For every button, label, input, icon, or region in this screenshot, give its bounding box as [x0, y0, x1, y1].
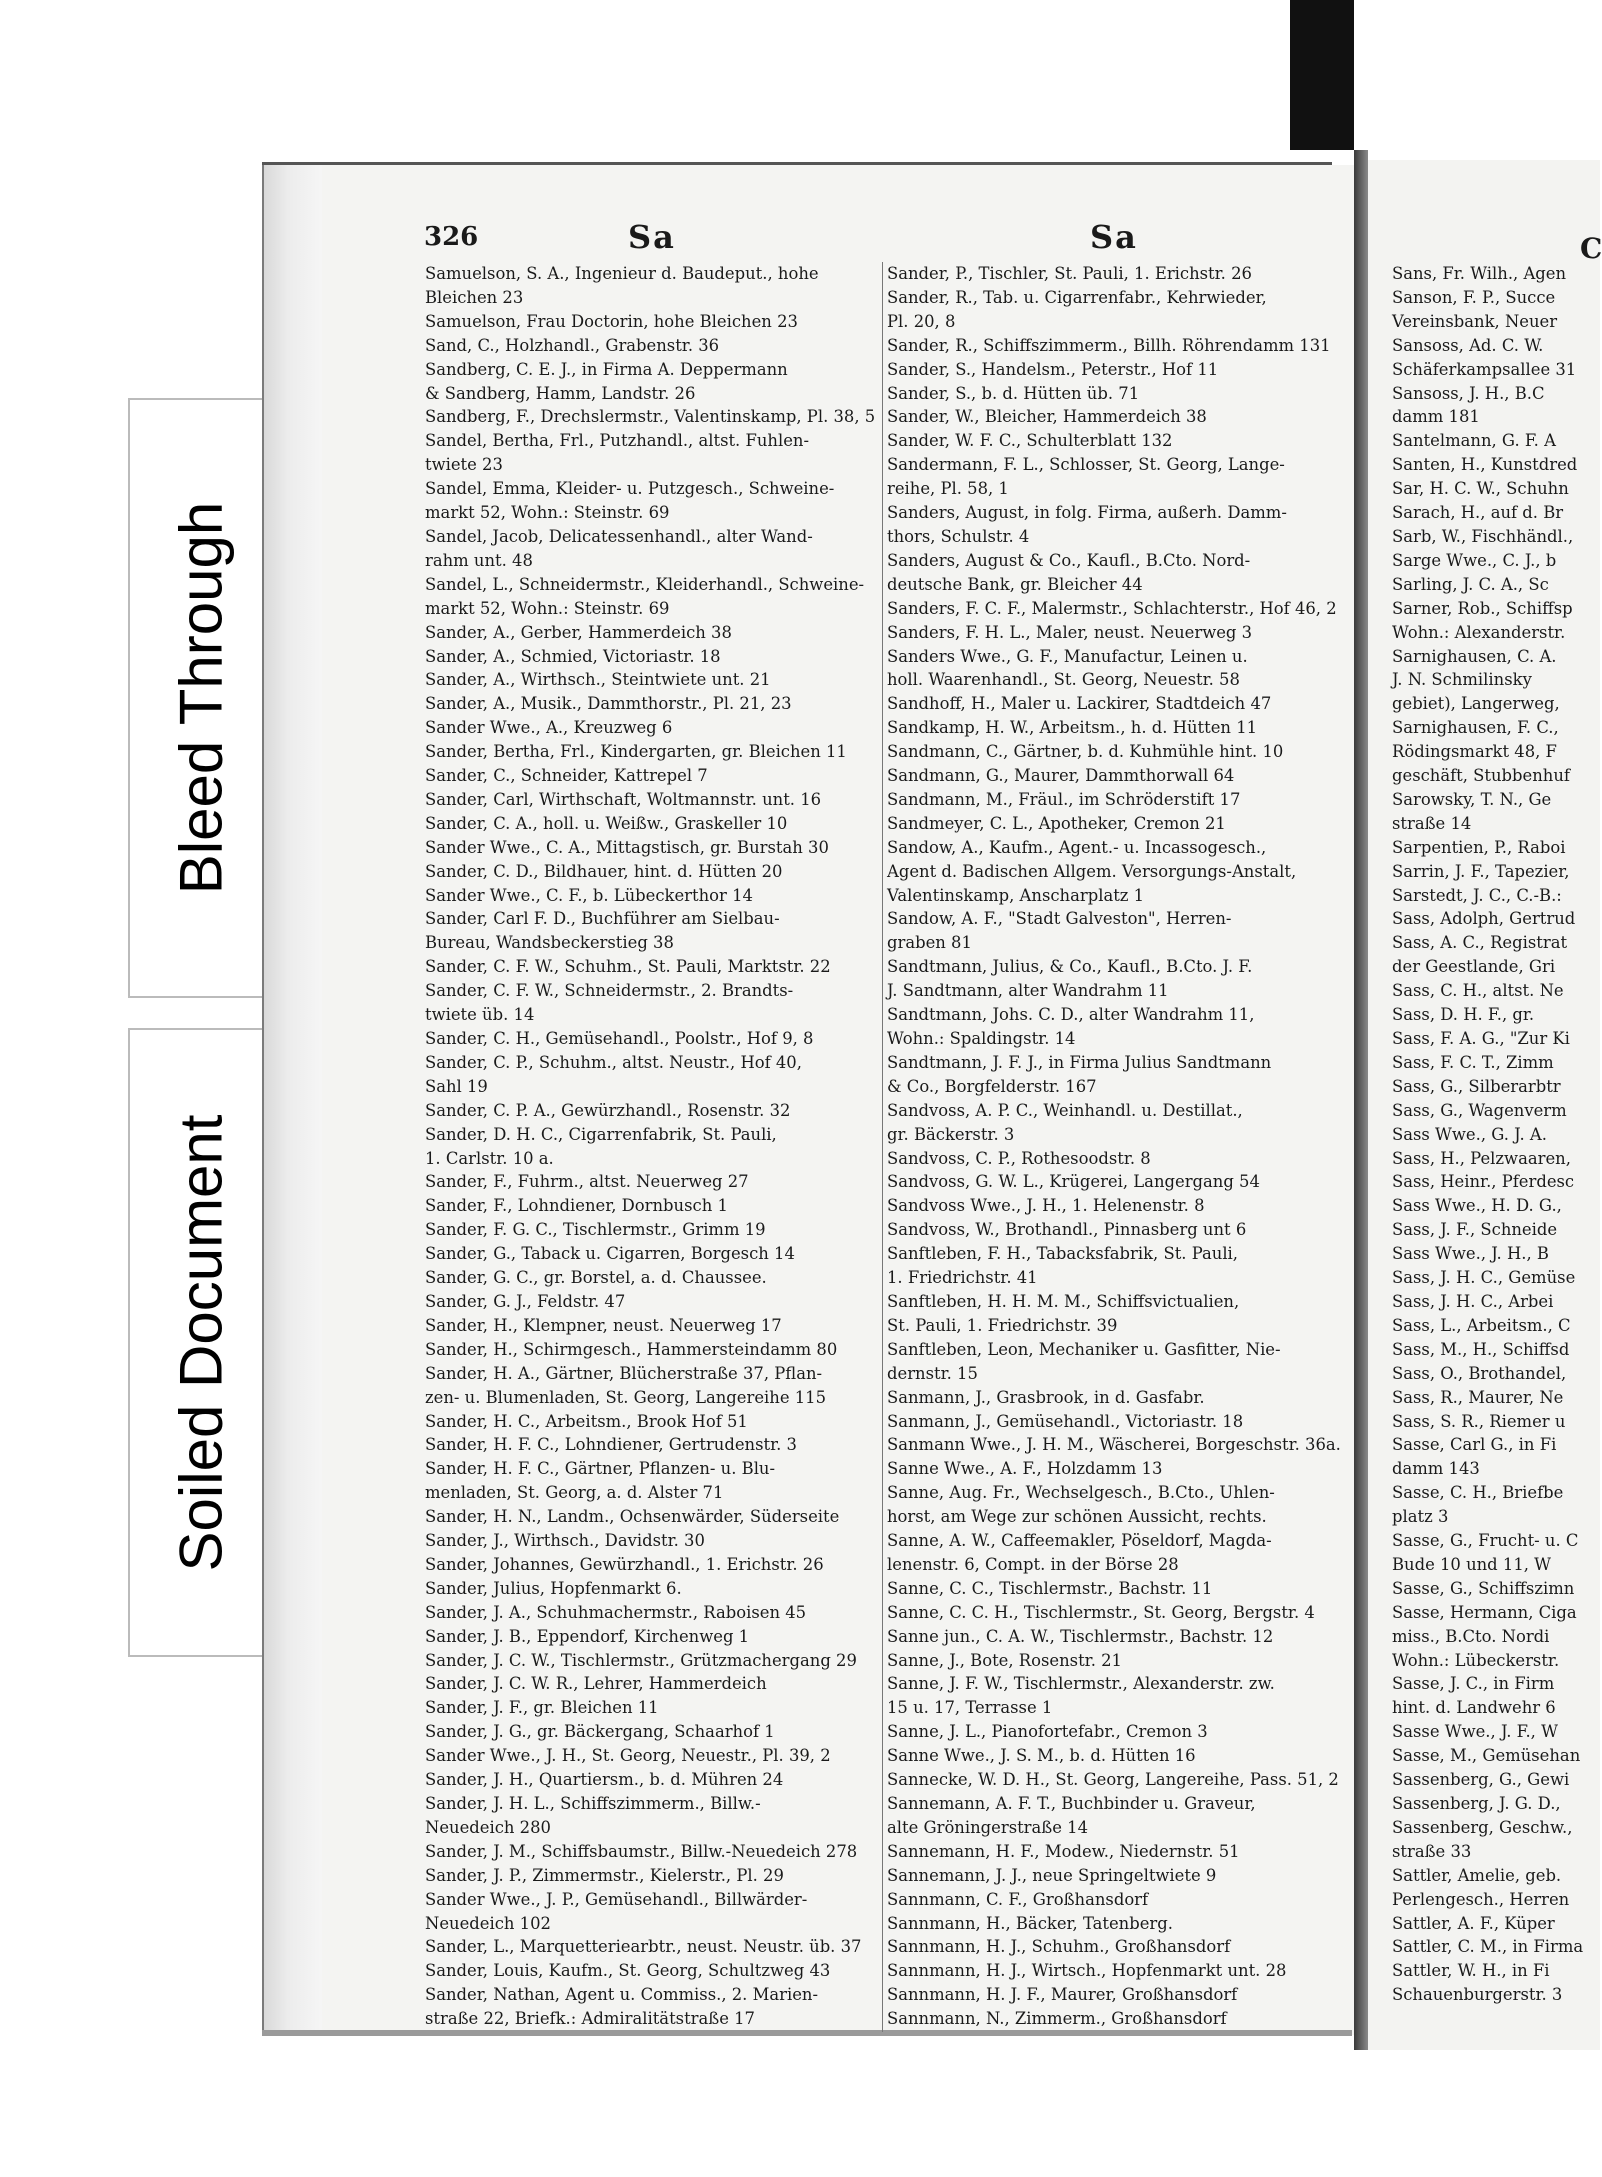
directory-entry: Sass, O., Brothandel, — [1392, 1363, 1567, 1383]
directory-entry: Sandvoss, W., Brothandl., Pinnasberg unt 6 — [887, 1220, 1247, 1240]
directory-entry: Vereinsbank, Neuer — [1392, 311, 1558, 331]
directory-entry: Sander, J. F., gr. Bleichen 11 — [425, 1698, 659, 1718]
directory-entry: Sanftleben, Leon, Mechaniker u. Gasfitter, Nie- — [887, 1339, 1281, 1359]
directory-entry: Sanders, F. C. F., Malermstr., Schlachterstr., Hof 46, 2 — [887, 598, 1337, 618]
directory-entry: Sass, C. H., altst. Ne — [1392, 981, 1564, 1001]
directory-entry: Sander, F., Fuhrm., altst. Neuerweg 27 — [425, 1172, 749, 1192]
directory-entry: straße 33 — [1392, 1841, 1472, 1861]
directory-entry: Sander, Nathan, Agent u. Commiss., 2. Marien- — [425, 1985, 819, 2005]
directory-entry: Sandmann, M., Fräul., im Schröderstift 17 — [887, 789, 1241, 809]
directory-entry: graben 81 — [887, 933, 972, 953]
directory-entry: Sass, M., H., Schiffsd — [1392, 1339, 1570, 1359]
directory-entry: twiete üb. 14 — [425, 1005, 535, 1025]
directory-entry: Sanders, August, in folg. Firma, außerh. Damm- — [887, 503, 1287, 523]
bleed-through-label — [128, 398, 274, 998]
directory-entry: Sannmann, H. J., Schuhm., Großhansdorf — [887, 1937, 1231, 1957]
directory-entry: Sanne, J. F. W., Tischlermstr., Alexanderstr. zw. — [887, 1674, 1275, 1694]
directory-entry: Sans, Fr. Wilh., Agen — [1392, 264, 1567, 283]
directory-entry: 15 u. 17, Terrasse 1 — [887, 1698, 1053, 1718]
directory-entry: Sanmann, J., Gemüsehandl., Victoriastr. 18 — [887, 1411, 1244, 1431]
next-page-header: C — [1580, 232, 1602, 265]
directory-entry: Sattler, W. H., in Fi — [1392, 1961, 1550, 1981]
soiled-document-label — [128, 1028, 274, 1657]
directory-entry: Sannmann, H. J. F., Maurer, Großhansdorf — [887, 1985, 1238, 2005]
directory-entry: Sanne, Aug. Fr., Wechselgesch., B.Cto., Uhlen- — [887, 1483, 1275, 1503]
directory-entry: geschäft, Stubbenhuf — [1392, 766, 1570, 786]
directory-entry: 1. Carlstr. 10 a. — [425, 1148, 554, 1168]
directory-entry: Sanne, C. C. H., Tischlermstr., St. Georg, Bergstr. 4 — [887, 1602, 1315, 1622]
directory-entry: Sander, J. C. W., Tischlermstr., Grützmachergang 29 — [425, 1650, 857, 1670]
directory-entry: Sander Wwe., C. F., b. Lübeckerthor 14 — [425, 885, 753, 905]
directory-entry: Santelmann, G. F. A — [1392, 431, 1556, 451]
directory-entry: Sander, C., Schneider, Kattrepel 7 — [425, 766, 708, 786]
directory-entry: J. Sandtmann, alter Wandrahm 11 — [887, 981, 1169, 1001]
book-spine-edge — [262, 162, 324, 2034]
directory-entry: J. N. Schmilinsky — [1392, 670, 1532, 690]
directory-entry: Neuedeich 102 — [425, 1913, 551, 1933]
directory-entry: Sannemann, J. J., neue Springeltwiete 9 — [887, 1865, 1217, 1885]
directory-entry: zen- u. Blumenladen, St. Georg, Langereihe 115 — [425, 1387, 827, 1407]
directory-entry: Sass, L., Arbeitsm., C — [1392, 1315, 1571, 1335]
directory-entry: Sander, H. A., Gärtner, Blücherstraße 37, Pflan- — [425, 1363, 823, 1383]
directory-entry: Sarnighausen, C. A. — [1392, 646, 1557, 666]
directory-entry: Sass, G., Silberarbtr — [1392, 1076, 1561, 1096]
directory-entry: Sarstedt, J. C., C.-B.: — [1392, 885, 1562, 905]
directory-entry: deutsche Bank, gr. Bleicher 44 — [887, 574, 1143, 594]
directory-entry: Bleichen 23 — [425, 287, 524, 307]
directory-entry: Sanne Wwe., J. S. M., b. d. Hütten 16 — [887, 1746, 1196, 1766]
directory-entry: Sandel, L., Schneidermstr., Kleiderhandl., Schweine- — [425, 574, 865, 594]
page-number: 326 — [424, 222, 479, 252]
directory-entry: Sassenberg, G., Gewi — [1392, 1770, 1570, 1790]
directory-entry: platz 3 — [1392, 1507, 1449, 1527]
directory-entry: Sass, A. C., Registrat — [1392, 933, 1568, 953]
directory-entry: Sass, Adolph, Gertrud — [1392, 909, 1576, 929]
directory-entry: Samuelson, Frau Doctorin, hohe Bleichen 23 — [425, 311, 798, 331]
directory-entry: Sander, P., Tischler, St. Pauli, 1. Erichstr. 26 — [887, 264, 1252, 283]
directory-entry: Wohn.: Spaldingstr. 14 — [887, 1029, 1076, 1048]
directory-entry: gebiet), Langerweg, — [1392, 694, 1560, 714]
directory-entry: rahm unt. 48 — [425, 550, 533, 570]
directory-entry: Sass Wwe., G. J. A. — [1392, 1124, 1547, 1144]
directory-entry: Sandtmann, Julius, & Co., Kaufl., B.Cto. J. F. — [887, 957, 1253, 977]
directory-entry: Sasse, J. C., in Firm — [1392, 1674, 1555, 1694]
directory-entry: Sass, S. R., Riemer u — [1392, 1411, 1566, 1431]
directory-entry: Sandhoff, H., Maler u. Lackirer, Stadtdeich 47 — [887, 694, 1272, 714]
directory-entry: Sanders, F. H. L., Maler, neust. Neuerweg 3 — [887, 622, 1253, 642]
directory-entry: Sandel, Jacob, Delicatessenhandl., alter Wand- — [425, 526, 813, 546]
directory-entry: Sasse, Hermann, Ciga — [1392, 1602, 1577, 1622]
directory-entry: Sander, Bertha, Frl., Kindergarten, gr. Bleichen 11 — [425, 742, 847, 762]
directory-entry: St. Pauli, 1. Friedrichstr. 39 — [887, 1315, 1118, 1335]
directory-entry: Sander, J. C. W. R., Lehrer, Hammerdeich — [425, 1674, 767, 1694]
column-divider — [882, 262, 883, 2032]
directory-entry: damm 143 — [1392, 1459, 1480, 1479]
directory-entry: Sander, A., Gerber, Hammerdeich 38 — [425, 622, 732, 642]
directory-entry: Sander Wwe., J. P., Gemüsehandl., Billwärder- — [425, 1889, 808, 1909]
directory-entry: Sander, C. D., Bildhauer, hint. d. Hütten 20 — [425, 861, 783, 881]
directory-entry: Samuelson, S. A., Ingenieur d. Baudeput., hohe — [425, 264, 819, 283]
directory-entry: Sass, F. A. G., "Zur Ki — [1392, 1029, 1570, 1048]
directory-entry: Sandtmann, Johs. C. D., alter Wandrahm 11, — [887, 1005, 1255, 1025]
directory-entry: Sander, Julius, Hopfenmarkt 6. — [425, 1578, 682, 1598]
directory-entry: miss., B.Cto. Nordi — [1392, 1626, 1550, 1646]
directory-entry: Sanne, C. C., Tischlermstr., Bachstr. 11 — [887, 1578, 1213, 1598]
directory-entry: Sattler, C. M., in Firma — [1392, 1937, 1584, 1957]
directory-entry: alte Gröningerstraße 14 — [887, 1817, 1089, 1837]
directory-entry: Sander, A., Schmied, Victoriastr. 18 — [425, 646, 721, 666]
header-left: Sa — [628, 218, 676, 256]
directory-entry: gr. Bäckerstr. 3 — [887, 1124, 1015, 1144]
directory-entry: Sander, L., Marquetteriearbtr., neust. Neustr. üb. 37 — [425, 1937, 862, 1957]
directory-entry: Sarb, W., Fischhändl., — [1392, 526, 1574, 546]
directory-entry: Sander, S., Handelsm., Peterstr., Hof 11 — [887, 359, 1219, 379]
directory-entry: Schauenburgerstr. 3 — [1392, 1985, 1563, 2005]
directory-entry: Sander, J. A., Schuhmachermstr., Raboisen 45 — [425, 1602, 807, 1622]
directory-entry: Sass Wwe., J. H., B — [1392, 1244, 1549, 1264]
directory-entry: Sarrin, J. F., Tapezier, — [1392, 861, 1570, 881]
directory-entry: Sass, H., Pelzwaaren, — [1392, 1148, 1571, 1168]
directory-entry: straße 14 — [1392, 813, 1472, 833]
directory-entry: Sannecke, W. D. H., St. Georg, Langereihe, Pass. 51, 2 — [887, 1770, 1339, 1790]
directory-entry: Sasse Wwe., J. F., W — [1392, 1722, 1558, 1742]
directory-entry: damm 181 — [1392, 407, 1480, 427]
directory-entry: Sandel, Bertha, Frl., Putzhandl., altst. Fuhlen- — [425, 431, 810, 451]
directory-entry: Sanders, August & Co., Kaufl., B.Cto. Nord- — [887, 550, 1251, 570]
directory-entry: holl. Waarenhandl., St. Georg, Neuestr. 58 — [887, 670, 1240, 690]
directory-entry: Bude 10 und 11, W — [1392, 1554, 1552, 1574]
directory-entry: Sasse, G., Frucht- u. C — [1392, 1531, 1579, 1551]
directory-entry: reihe, Pl. 58, 1 — [887, 479, 1009, 499]
directory-entry: Sanders Wwe., G. F., Manufactur, Leinen u. — [887, 646, 1248, 666]
directory-entry: Sandtmann, J. F. J., in Firma Julius Sandtmann — [887, 1052, 1272, 1072]
directory-entry: thors, Schulstr. 4 — [887, 526, 1030, 546]
directory-entry: Sander, H. F. C., Gärtner, Pflanzen- u. Blu- — [425, 1459, 776, 1479]
directory-entry: Sahl 19 — [425, 1076, 488, 1096]
directory-entry: Sander Wwe., A., Kreuzweg 6 — [425, 718, 673, 738]
directory-entry: Sander, J. H. L., Schiffszimmerm., Billw.- — [425, 1794, 761, 1813]
header-right: Sa — [1090, 218, 1138, 256]
directory-entry: Sander, W., Bleicher, Hammerdeich 38 — [887, 407, 1207, 427]
directory-entry: dernstr. 15 — [887, 1363, 978, 1383]
directory-entry: horst, am Wege zur schönen Aussicht, rechts. — [887, 1507, 1267, 1527]
directory-entry: Sansoss, J. H., B.C — [1392, 383, 1545, 403]
directory-entry: Sannemann, H. F., Modew., Niedernstr. 51 — [887, 1841, 1240, 1861]
directory-entry: Sarpentien, P., Raboi — [1392, 837, 1566, 857]
directory-entry: Sarner, Rob., Schiffsp — [1392, 598, 1573, 618]
directory-entry: Bureau, Wandsbeckerstieg 38 — [425, 933, 674, 953]
directory-entry: Sandmann, C., Gärtner, b. d. Kuhmühle hint. 10 — [887, 742, 1284, 762]
directory-entry: Sander, J., Wirthsch., Davidstr. 30 — [425, 1531, 705, 1551]
directory-entry: Sass, G., Wagenverm — [1392, 1100, 1567, 1120]
directory-entry: Sannmann, H. J., Wirtsch., Hopfenmarkt unt. 28 — [887, 1961, 1287, 1981]
directory-entry: straße 22, Briefk.: Admiralitätstraße 17 — [425, 2009, 755, 2029]
directory-entry: Sarnighausen, F. C., — [1392, 718, 1559, 738]
directory-entry: Sandow, A., Kaufm., Agent.- u. Incassogesch., — [887, 837, 1267, 857]
directory-entry: Neuedeich 280 — [425, 1817, 551, 1837]
directory-entry: Sanftleben, F. H., Tabacksfabrik, St. Pauli, — [887, 1244, 1239, 1264]
directory-entry: Sandvoss, G. W. L., Krügerei, Langergang 54 — [887, 1172, 1260, 1192]
directory-entry: Sander, D. H. C., Cigarrenfabrik, St. Pauli, — [425, 1124, 777, 1144]
directory-entry: Sander, C. H., Gemüsehandl., Poolstr., Hof 9, 8 — [425, 1029, 814, 1048]
soiled-document-label-text: Soiled Document — [167, 1114, 235, 1571]
directory-entry: twiete 23 — [425, 455, 503, 475]
directory-entry: Sass, J. H. C., Gemüse — [1392, 1268, 1576, 1288]
directory-entry: Sannemann, A. F. T., Buchbinder u. Graveur, — [887, 1794, 1256, 1813]
directory-entry: Sander, Carl F. D., Buchführer am Sielbau- — [425, 909, 780, 929]
directory-entry: Sanne, A. W., Caffeemakler, Pöseldorf, Magda- — [887, 1531, 1272, 1551]
directory-entry: Sander Wwe., C. A., Mittagstisch, gr. Burstah 30 — [425, 837, 829, 857]
directory-entry: Sansoss, Ad. C. W. — [1392, 335, 1544, 355]
directory-entry: Sarge Wwe., C. J., b — [1392, 550, 1557, 570]
directory-entry: Sander, H., Klempner, neust. Neuerweg 17 — [425, 1315, 782, 1335]
directory-entry: Sarowsky, T. N., Ge — [1392, 789, 1552, 809]
directory-entry: Sanne jun., C. A. W., Tischlermstr., Bachstr. 12 — [887, 1626, 1274, 1646]
directory-entry: Sander, H. F. C., Lohndiener, Gertrudenstr. 3 — [425, 1435, 797, 1455]
directory-entry: Santen, H., Kunstdred — [1392, 455, 1578, 475]
directory-entry: Sander, C. F. W., Schuhm., St. Pauli, Marktstr. 22 — [425, 957, 831, 977]
directory-entry: Sannmann, N., Zimmerm., Großhansdorf — [887, 2009, 1227, 2029]
directory-entry: 1. Friedrichstr. 41 — [887, 1268, 1038, 1288]
directory-entry: Sandermann, F. L., Schlosser, St. Georg, Lange- — [887, 455, 1285, 475]
directory-entry: Sander, J. B., Eppendorf, Kirchenweg 1 — [425, 1626, 750, 1646]
directory-entry: Sander, R., Tab. u. Cigarrenfabr., Kehrwieder, — [887, 287, 1267, 307]
bleed-through-label-text: Bleed Through — [167, 501, 235, 895]
directory-entry: Sattler, A. F., Küper — [1392, 1913, 1555, 1933]
directory-entry: Sand, C., Holzhandl., Grabenstr. 36 — [425, 335, 720, 355]
directory-entry: Sander, Carl, Wirthschaft, Woltmannstr. unt. 16 — [425, 789, 822, 809]
directory-entry: Sander, H. N., Landm., Ochsenwärder, Süderseite — [425, 1507, 840, 1527]
directory-entry: Wohn.: Lübeckerstr. — [1392, 1650, 1560, 1670]
directory-entry: Sander, R., Schiffszimmerm., Billh. Röhrendamm 131 — [887, 335, 1331, 355]
directory-entry: Sandberg, C. E. J., in Firma A. Deppermann — [425, 359, 788, 379]
left-column — [425, 262, 881, 2029]
directory-entry: Sander, Louis, Kaufm., St. Georg, Schultzweg 43 — [425, 1961, 831, 1981]
directory-entry: Sander, A., Wirthsch., Steintwiete unt. 21 — [425, 670, 771, 690]
directory-entry: lenenstr. 6, Compt. in der Börse 28 — [887, 1554, 1179, 1574]
directory-entry: Sassenberg, Geschw., — [1392, 1817, 1573, 1837]
directory-entry: Sander, F., Lohndiener, Dornbusch 1 — [425, 1196, 728, 1216]
next-page-column — [1392, 262, 1600, 2022]
right-column — [887, 262, 1343, 2029]
directory-entry: Sandel, Emma, Kleider- u. Putzgesch., Schweine- — [425, 479, 835, 499]
directory-entry: Sander, J. M., Schiffsbaumstr., Billw.-Neuedeich 278 — [425, 1841, 858, 1861]
directory-entry: Sander, Johannes, Gewürzhandl., 1. Erichstr. 26 — [425, 1554, 824, 1574]
directory-entry: Sandvoss Wwe., J. H., 1. Helenenstr. 8 — [887, 1196, 1205, 1216]
scan-edge-strip — [1290, 0, 1354, 150]
directory-entry: Sar, H. C. W., Schuhn — [1392, 479, 1569, 499]
directory-entry: Sander, J. H., Quartiersm., b. d. Mühren 24 — [425, 1770, 784, 1790]
directory-entry: Sandmann, G., Maurer, Dammthorwall 64 — [887, 766, 1235, 786]
directory-entry: Sanne, J., Bote, Rosenstr. 21 — [887, 1650, 1122, 1670]
directory-entry: Rödingsmarkt 48, F — [1392, 742, 1557, 762]
directory-entry: Sanne, J. L., Pianofortefabr., Cremon 3 — [887, 1722, 1208, 1742]
directory-entry: Sass, R., Maurer, Ne — [1392, 1387, 1564, 1407]
directory-entry: Sannmann, C. F., Großhansdorf — [887, 1889, 1149, 1909]
directory-entry: & Co., Borgfelderstr. 167 — [887, 1076, 1097, 1096]
directory-entry: Wohn.: Alexanderstr. — [1392, 622, 1566, 642]
directory-entry: Sandvoss, C. P., Rothesoodstr. 8 — [887, 1148, 1151, 1168]
directory-entry: Sanmann, J., Grasbrook, in d. Gasfabr. — [887, 1387, 1205, 1407]
directory-entry: Sander, G. C., gr. Borstel, a. d. Chaussee. — [425, 1268, 767, 1288]
directory-entry: Sass, D. H. F., gr. — [1392, 1005, 1535, 1025]
directory-entry: Sander Wwe., J. H., St. Georg, Neuestr., Pl. 39, 2 — [425, 1746, 831, 1766]
directory-entry: Sander, C. P., Schuhm., altst. Neustr., Hof 40, — [425, 1052, 802, 1072]
directory-entry: Sass Wwe., H. D. G., — [1392, 1196, 1562, 1216]
directory-entry: Pl. 20, 8 — [887, 311, 956, 331]
directory-entry: Sasse, G., Schiffszimn — [1392, 1578, 1575, 1598]
directory-entry: Sander, J. G., gr. Bäckergang, Schaarhof 1 — [425, 1722, 775, 1742]
directory-entry: Sander, H., Schirmgesch., Hammersteindamm 80 — [425, 1339, 838, 1359]
directory-entry: Sander, C. A., holl. u. Weißw., Graskeller 10 — [425, 813, 788, 833]
directory-entry: Schäferkampsallee 31 — [1392, 359, 1577, 379]
directory-entry: Sannmann, H., Bäcker, Tatenberg. — [887, 1913, 1173, 1933]
directory-entry: hint. d. Landwehr 6 — [1392, 1698, 1556, 1718]
directory-entry: Sander, G. J., Feldstr. 47 — [425, 1291, 626, 1311]
book-gutter — [1354, 150, 1368, 2050]
directory-entry: Sander, J. P., Zimmermstr., Kielerstr., Pl. 29 — [425, 1865, 784, 1885]
directory-entry: der Geestlande, Gri — [1392, 957, 1556, 977]
directory-entry: Sander, W. F. C., Schulterblatt 132 — [887, 431, 1173, 451]
directory-entry: Sass, Heinr., Pferdesc — [1392, 1172, 1575, 1192]
directory-entry: & Sandberg, Hamm, Landstr. 26 — [425, 383, 696, 403]
directory-entry: Sander, A., Musik., Dammthorstr., Pl. 21, 23 — [425, 694, 792, 714]
directory-entry: menladen, St. Georg, a. d. Alster 71 — [425, 1483, 724, 1503]
directory-entry: Agent d. Badischen Allgem. Versorgungs-Anstalt, — [887, 861, 1297, 881]
directory-entry: Sandkamp, H. W., Arbeitsm., h. d. Hütten 11 — [887, 718, 1258, 738]
directory-entry: Sander, C. F. W., Schneidermstr., 2. Brandts- — [425, 981, 794, 1001]
directory-entry: Sandvoss, A. P. C., Weinhandl. u. Destillat., — [887, 1100, 1243, 1120]
directory-entry: Sarach, H., auf d. Br — [1392, 503, 1564, 523]
directory-entry: Valentinskamp, Anscharplatz 1 — [887, 885, 1145, 905]
directory-entry: Sarling, J. C. A., Sc — [1392, 574, 1549, 594]
directory-entry: Perlengesch., Herren — [1392, 1889, 1570, 1909]
directory-entry: Sasse, Carl G., in Fi — [1392, 1435, 1557, 1455]
directory-entry: Sander, F. G. C., Tischlermstr., Grimm 19 — [425, 1220, 766, 1240]
directory-entry: Sander, C. P. A., Gewürzhandl., Rosenstr. 32 — [425, 1100, 791, 1120]
directory-entry: Sandow, A. F., "Stadt Galveston", Herren- — [887, 909, 1232, 929]
directory-entry: Sass, J. H. C., Arbei — [1392, 1291, 1554, 1311]
directory-entry: Sander, H. C., Arbeitsm., Brook Hof 51 — [425, 1411, 748, 1431]
directory-entry: Sass, F. C. T., Zimm — [1392, 1052, 1554, 1072]
directory-entry: Sander, G., Taback u. Cigarren, Borgesch 14 — [425, 1244, 795, 1264]
directory-entry: Sanson, F. P., Succe — [1392, 287, 1556, 307]
directory-entry: Sasse, M., Gemüsehan — [1392, 1746, 1581, 1766]
directory-entry: markt 52, Wohn.: Steinstr. 69 — [425, 503, 670, 523]
directory-entry: Sassenberg, J. G. D., — [1392, 1794, 1561, 1813]
directory-entry: Sass, J. F., Schneide — [1392, 1220, 1558, 1240]
directory-entry: Sander, S., b. d. Hütten üb. 71 — [887, 383, 1140, 403]
directory-entry: Sanmann Wwe., J. H. M., Wäscherei, Borgeschstr. 36a. — [887, 1435, 1341, 1455]
directory-entry: markt 52, Wohn.: Steinstr. 69 — [425, 598, 670, 618]
directory-entry: Sanne Wwe., A. F., Holzdamm 13 — [887, 1459, 1163, 1479]
directory-entry: Sandberg, F., Drechslermstr., Valentinskamp, Pl. 38, 5 — [425, 407, 876, 427]
directory-entry: Sanftleben, H. H. M. M., Schiffsvictualien, — [887, 1291, 1240, 1311]
directory-entry: Sasse, C. H., Briefbe — [1392, 1483, 1564, 1503]
directory-entry: Sandmeyer, C. L., Apotheker, Cremon 21 — [887, 813, 1226, 833]
directory-entry: Sattler, Amelie, geb. — [1392, 1865, 1562, 1885]
